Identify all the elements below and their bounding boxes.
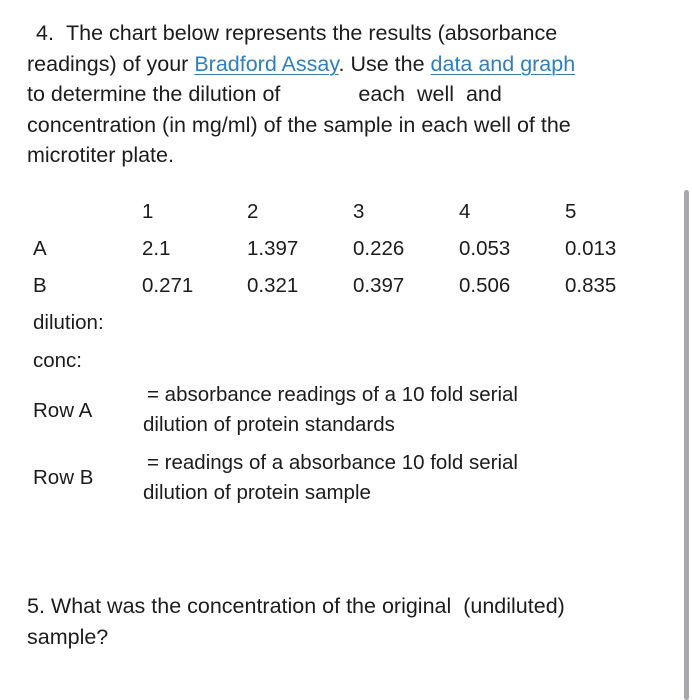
row-a-description-line-1: = absorbance readings of a 10 fold serial [147, 383, 518, 406]
question-text: each well and [358, 82, 502, 106]
table-cell: 0.053 [459, 237, 511, 260]
row-a-legend [143, 380, 518, 440]
row-a-description-line-2: dilution of protein standards [143, 413, 395, 436]
row-b-legend-label: Row B [33, 466, 94, 489]
table-cell: 0.835 [565, 274, 617, 297]
row-b-description-line-1: = readings of a absorbance 10 fold serial [147, 451, 518, 474]
data-and-graph-link[interactable]: data and graph [430, 51, 576, 76]
question-text: The chart below represents the results (absorbance [66, 21, 558, 45]
row-b-legend [143, 448, 518, 508]
table-cell: 0.397 [353, 274, 405, 297]
table-cell: 0.226 [353, 237, 405, 260]
column-header: 1 [142, 200, 154, 223]
row-b-description-line-2: dilution of protein sample [143, 481, 371, 504]
dilution-label: dilution: [33, 311, 104, 334]
question-text: readings) of your [27, 51, 195, 76]
question-5-line-2: sample? [27, 624, 109, 649]
question-5 [27, 591, 677, 652]
table-cell: 0.321 [247, 274, 299, 297]
column-header: 2 [247, 200, 259, 223]
table-cell: 1.397 [247, 237, 299, 260]
column-header: 5 [565, 200, 577, 223]
question-number: 4. [36, 21, 54, 45]
question-4-line-4: concentration (in mg/ml) of the sample in each well of the [27, 112, 571, 137]
question-4-line-5: microtiter plate. [27, 143, 174, 167]
table-cell: 2.1 [142, 237, 171, 260]
column-header: 3 [353, 200, 365, 223]
question-text: . Use the [338, 51, 431, 76]
row-label: A [33, 237, 47, 260]
table-cell: 0.271 [142, 274, 194, 297]
bradford-assay-link[interactable]: Bradford Assay [194, 51, 339, 76]
conc-label: conc: [33, 349, 82, 372]
table-cell: 0.013 [565, 237, 617, 260]
question-text: to determine the dilution of [27, 82, 281, 106]
row-label: B [33, 274, 47, 297]
row-a-legend-label: Row A [33, 399, 93, 422]
vertical-scrollbar[interactable] [684, 190, 689, 700]
table-cell: 0.506 [459, 274, 511, 297]
question-5-line-1: 5. What was the concentration of the original (undiluted) [27, 594, 565, 618]
column-header: 4 [459, 200, 471, 223]
